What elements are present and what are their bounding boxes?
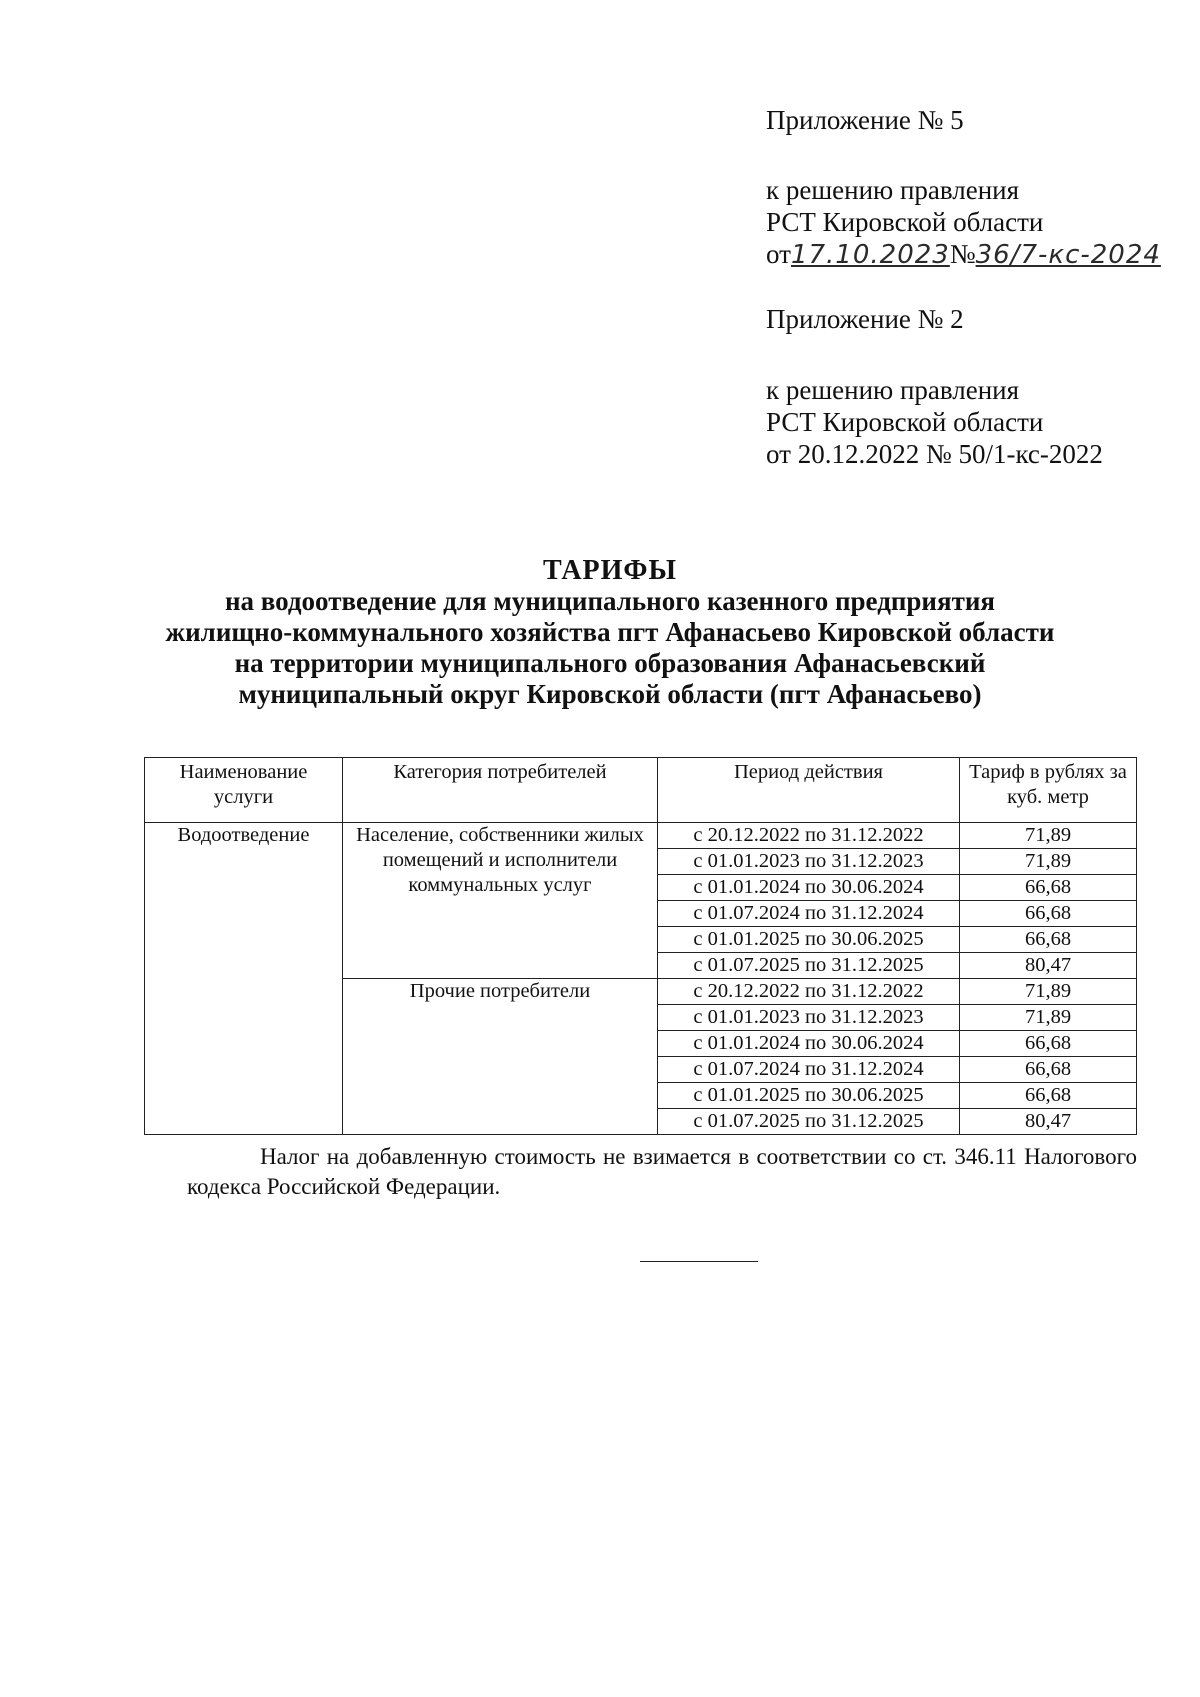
- annex5-title: [766, 104, 964, 136]
- tariff-cell: 71,89: [960, 1005, 1137, 1031]
- vat-note: [187, 1142, 1137, 1202]
- period-cell: с 01.01.2025 по 30.06.2025: [658, 1083, 960, 1109]
- tariff-cell: 66,68: [960, 927, 1137, 953]
- annex5-reference: [766, 174, 1161, 271]
- period-cell: с 01.01.2023 по 31.12.2023: [658, 1005, 960, 1031]
- annex2-reference: [766, 374, 1103, 470]
- annex5-line3: [766, 238, 1161, 271]
- period-cell: с 20.12.2022 по 31.12.2022: [658, 823, 960, 849]
- header-period: Период действия: [658, 758, 960, 823]
- handwritten-number: 36/7-кс-2024: [975, 240, 1161, 270]
- header-service: Наименование услуги: [145, 758, 343, 823]
- annex5-prefix: от: [766, 239, 791, 269]
- annex2-title: [766, 303, 964, 335]
- period-cell: с 01.07.2024 по 31.12.2024: [658, 1057, 960, 1083]
- tariff-cell: 66,68: [960, 901, 1137, 927]
- tariff-cell: 80,47: [960, 953, 1137, 979]
- table-header-row: [145, 758, 1137, 823]
- tariff-cell: 66,68: [960, 1083, 1137, 1109]
- table-row: [145, 823, 1137, 849]
- annex2-title-text: Приложение № 2: [766, 304, 964, 334]
- header-tariff: Тариф в рублях за куб. метр: [960, 758, 1137, 823]
- category-other: Прочие потребители: [343, 979, 658, 1135]
- annex2-line1: к решению правления: [766, 375, 1020, 405]
- period-cell: с 01.01.2024 по 30.06.2024: [658, 1031, 960, 1057]
- number-sign: №: [949, 239, 976, 269]
- annex5-title-text: Приложение № 5: [766, 105, 964, 135]
- period-cell: с 01.01.2024 по 30.06.2024: [658, 875, 960, 901]
- service-name: Водоотведение: [145, 823, 343, 1135]
- annex5-line2: РСТ Кировской области: [766, 207, 1044, 237]
- document-title: ТАРИФЫ: [543, 555, 677, 586]
- period-cell: с 01.07.2024 по 31.12.2024: [658, 901, 960, 927]
- document-heading: [150, 555, 1070, 710]
- period-cell: с 20.12.2022 по 31.12.2022: [658, 979, 960, 1005]
- end-divider: [640, 1261, 758, 1262]
- tariff-cell: 71,89: [960, 849, 1137, 875]
- period-cell: с 01.07.2025 по 31.12.2025: [658, 1109, 960, 1135]
- heading-line1: на водоотведение для муниципального казенного предприятия: [224, 586, 996, 616]
- tariff-table: [144, 757, 1137, 1135]
- tariff-cell: 66,68: [960, 1031, 1137, 1057]
- annex2-line3: от 20.12.2022 № 50/1-кс-2022: [766, 439, 1103, 469]
- vat-note-text: Налог на добавленную стоимость не взимается в соответствии со ст. 346.11 Налогового кодекса Российской Федерации.: [187, 1144, 1137, 1199]
- heading-line2: жилищно-коммунального хозяйства пгт Афанасьево Кировской области: [165, 617, 1055, 647]
- period-cell: с 01.01.2025 по 30.06.2025: [658, 927, 960, 953]
- category-population: Население, собственники жилых помещений и исполнители коммунальных услуг: [343, 823, 658, 979]
- tariff-cell: 66,68: [960, 1057, 1137, 1083]
- header-category: Категория потребителей: [343, 758, 658, 823]
- heading-line3: на территории муниципального образования Афанасьевский: [234, 648, 986, 678]
- period-cell: с 01.07.2025 по 31.12.2025: [658, 953, 960, 979]
- handwritten-date: 17.10.2023: [790, 240, 950, 270]
- tariff-cell: 80,47: [960, 1109, 1137, 1135]
- heading-line4: муниципальный округ Кировской области (пгт Афанасьево): [238, 679, 982, 709]
- annex5-line1: к решению правления: [766, 175, 1020, 205]
- period-cell: с 01.01.2023 по 31.12.2023: [658, 849, 960, 875]
- annex2-line2: РСТ Кировской области: [766, 407, 1044, 437]
- tariff-cell: 66,68: [960, 875, 1137, 901]
- tariff-cell: 71,89: [960, 979, 1137, 1005]
- tariff-cell: 71,89: [960, 823, 1137, 849]
